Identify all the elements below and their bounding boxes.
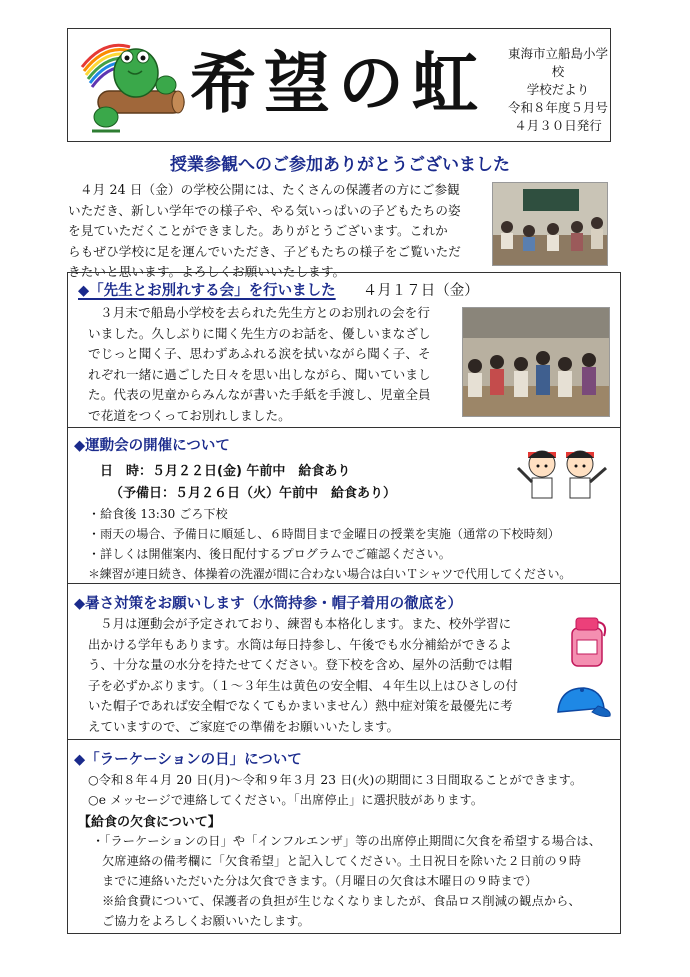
cheering-kids-icon <box>514 438 610 502</box>
cap-icon <box>552 684 614 724</box>
paragraph-line: ５月は運動会が予定されており、練習も本格化します。また、校外学習に <box>100 616 512 631</box>
sports-date: 日 時：５月２２日(金) 午前中 給食あり <box>100 464 351 479</box>
paragraph-line: ３月末で船島小学校を去られた先生方とのお別れの会を行 <box>100 305 431 320</box>
issue-date: ４月３０日発行 <box>514 118 602 133</box>
paragraph-line: えていますので、ご家庭での準備をお願いいたします。 <box>88 718 400 734</box>
paragraph-line: れぞれ一緒に過ごした日々を思い出しながら、聞いていまし <box>88 366 431 382</box>
paragraph-line: ４月 24 日（金）の学校公開には、たくさんの保護者の方にご参観 <box>80 182 460 197</box>
paragraph-line: 欠席連絡の備考欄に「欠食希望」と記入してください。土日祝日を除いた２日前の９時 <box>102 854 582 868</box>
paragraph-line: ・「ラーケーションの日」や「インフルエンザ」等の出席停止期間に欠食を希望する場合は、 <box>92 834 601 848</box>
farewell-date: ４月１７日（金） <box>362 283 479 299</box>
heat-section <box>67 583 621 740</box>
paragraph-line: らもぜひ学校に足を運んでいただき、子どもたちの様子をご覧いただ <box>68 243 462 259</box>
frog-mascot-icon <box>74 33 192 139</box>
sports-backup-date: （予備日：５月２６日（火）午前中 給食あり） <box>110 486 397 501</box>
paragraph-line: いました。久しぶりに聞く先生方のお話を、優しいまなざし <box>88 325 431 341</box>
classroom-photo <box>492 182 608 266</box>
learning-heading: ◆「ラーケーションの日」について <box>74 752 302 768</box>
paragraph-line: ご協力をよろしくお願いいたします。 <box>102 914 310 928</box>
farewell-section <box>67 272 621 428</box>
masthead <box>67 28 611 142</box>
school-lunch-text <box>92 831 620 931</box>
list-item: ・詳しくは開催案内、後日配付するプログラムでご確認ください。 <box>88 547 451 561</box>
open-class-text <box>68 180 488 283</box>
paragraph-line: までに連絡いただいた分は欠食できます。（月曜日の欠食は木曜日の９時まで） <box>102 874 538 888</box>
farewell-photo <box>462 307 610 417</box>
paragraph-line: いただき、新しい学年での様子や、やる気いっぱいの子どもたちの姿 <box>68 202 461 218</box>
sports-heading: ◆運動会の開催について <box>74 438 230 454</box>
paragraph-line: 出かける学年もあります。水筒は毎日持参し、午後でも水分補給ができるよ <box>88 636 512 652</box>
list-item: ・雨天の場合、予備日に順延し、６時間目まで金曜日の授業を実施（通常の下校時刻） <box>88 527 560 541</box>
farewell-text <box>88 303 464 426</box>
paragraph-line: いた帽子であれば安全帽でなくてもかまいません）熱中症対策を最優先に考 <box>88 698 513 713</box>
learning-section <box>67 739 621 934</box>
school-info <box>508 45 608 135</box>
heat-heading: ◆暑さ対策をお願いします（水筒持参・帽子着用の徹底を） <box>74 596 463 612</box>
paragraph-line: ○e メッセージで連絡してください。「出席停止」に選択肢があります。 <box>88 793 484 807</box>
school-lunch-heading: 【給食の欠食について】 <box>78 815 221 830</box>
list-item: ＊練習が連日続き、体操着の洗濯が間に合わない場合は白いＴシャツで代用してください。 <box>88 567 572 581</box>
newsletter-title: 希望の虹 <box>190 44 486 122</box>
paragraph-line: 子を必ずかぶります。（１～３年生は黄色の安全帽、４年生以上はひさしの付 <box>88 677 518 693</box>
paragraph-line: を見ていただくことができました。ありがとうございます。これか <box>68 223 448 238</box>
issue-number: 令和８年度５月号 <box>508 100 609 115</box>
open-class-heading: 授業参観へのご参加ありがとうございました <box>170 155 510 175</box>
school-name: 東海市立船島小学校 <box>508 46 609 79</box>
heat-text <box>88 614 566 737</box>
paragraph-line: ○令和８年４月 20 日(月)～令和９年３月 23 日(火)の期間に３日間取ることができます。 <box>88 773 583 787</box>
sports-notes <box>88 504 618 584</box>
paragraph-line: で花道をつくってお別れしました。 <box>88 407 291 423</box>
sports-section <box>67 427 621 584</box>
paragraph-line: た。代表の児童からみんなが書いた手紙を手渡し、児童全員 <box>88 387 431 402</box>
paragraph-line: ※給食費について、保護者の負担が生じなくなりましたが、食品ロス削減の観点から、 <box>102 894 581 908</box>
newsletter-name: 学校だより <box>526 82 590 97</box>
farewell-title: ◆「先生とお別れする会」を行いました <box>78 283 336 299</box>
list-item: ・給食後 13:30 ごろ下校 <box>88 507 228 521</box>
water-bottle-icon <box>564 614 610 668</box>
paragraph-line: う、十分な量の水分を持たせてください。登下校を含め、屋外の活動では帽 <box>88 657 513 672</box>
learning-text <box>88 770 618 810</box>
paragraph-line: きたいと思います。よろしくお願いいたします。 <box>68 264 346 279</box>
farewell-heading <box>78 279 479 300</box>
paragraph-line: でじっと聞く子、思わずあふれる涙を拭いながら聞く子、そ <box>88 346 431 361</box>
